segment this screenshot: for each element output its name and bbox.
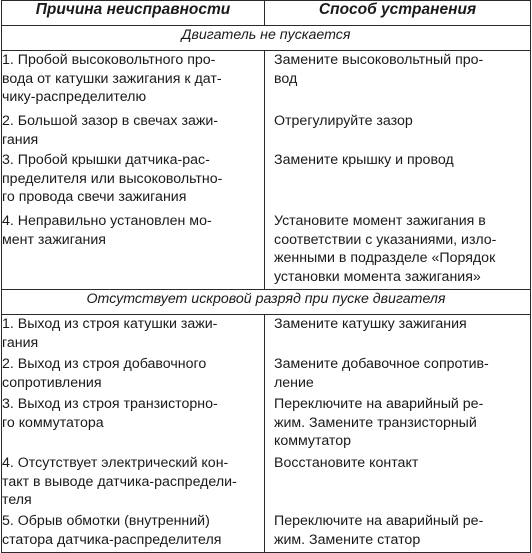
cause-item: 4. Отсутствует электрический кон- такт в выводе датчика-распредели- теля xyxy=(2,455,237,508)
section-title: Двигатель не пускается xyxy=(2,26,531,51)
header-fix: Способ устранения xyxy=(265,1,531,26)
cause-item: 5. Обрыв обмотки (внутренний) статора датчика-распределителя xyxy=(2,513,222,548)
fix-item: Установите момент зажигания в соответствии с указаниями, изло- женными в подразделе «Порядок установки момента зажигания» xyxy=(274,213,497,285)
fix-item: Отрегулируйте зазор xyxy=(274,113,413,129)
cause-item: 4. Неправильно установлен мо- мент зажигания xyxy=(2,213,212,248)
causes-cell xyxy=(2,315,265,553)
fix-item: Замените крышку и провод xyxy=(274,152,454,168)
fix-item: Замените высоковольтный про- вод xyxy=(274,52,484,87)
fixes-cell xyxy=(265,51,531,290)
cause-item: 1. Пробой высоковольтного про- вода от катушки зажигания к дат- чику-распределителю xyxy=(2,52,222,105)
fault-table xyxy=(1,0,531,553)
header-cause: Причина неисправности xyxy=(2,1,265,26)
section-title-row xyxy=(2,290,531,315)
cause-item: 1. Выход из строя катушки зажи- гания xyxy=(2,316,218,351)
fixes-cell xyxy=(265,315,531,553)
section-items-row xyxy=(2,51,531,290)
section-title: Отсутствует искровой разряд при пуске двигателя xyxy=(2,290,531,315)
fix-item: Переключите на аварийный ре- жим. Замените транзисторный коммутатор xyxy=(274,396,484,449)
causes-cell xyxy=(2,51,265,290)
fix-item: Переключите на аварийный ре- жим. Замените статор xyxy=(274,513,484,548)
fix-item: Замените добавочное сопротив- ление xyxy=(274,356,489,391)
fix-item: Замените катушку зажигания xyxy=(274,316,467,332)
cause-item: 2. Большой зазор в свечах зажи- гания xyxy=(2,113,218,148)
cause-item: 3. Пробой крышки датчика-рас- пределителя или высоковольтно- го провода свечи зажигания xyxy=(2,152,223,205)
fix-item: Восстановите контакт xyxy=(274,455,419,471)
section-title-row xyxy=(2,26,531,51)
section-items-row xyxy=(2,315,531,553)
header-row xyxy=(2,1,531,26)
cause-item: 3. Выход из строя транзисторно- го коммутатора xyxy=(2,396,218,431)
cause-item: 2. Выход из строя добавочного сопротивления xyxy=(2,356,207,391)
